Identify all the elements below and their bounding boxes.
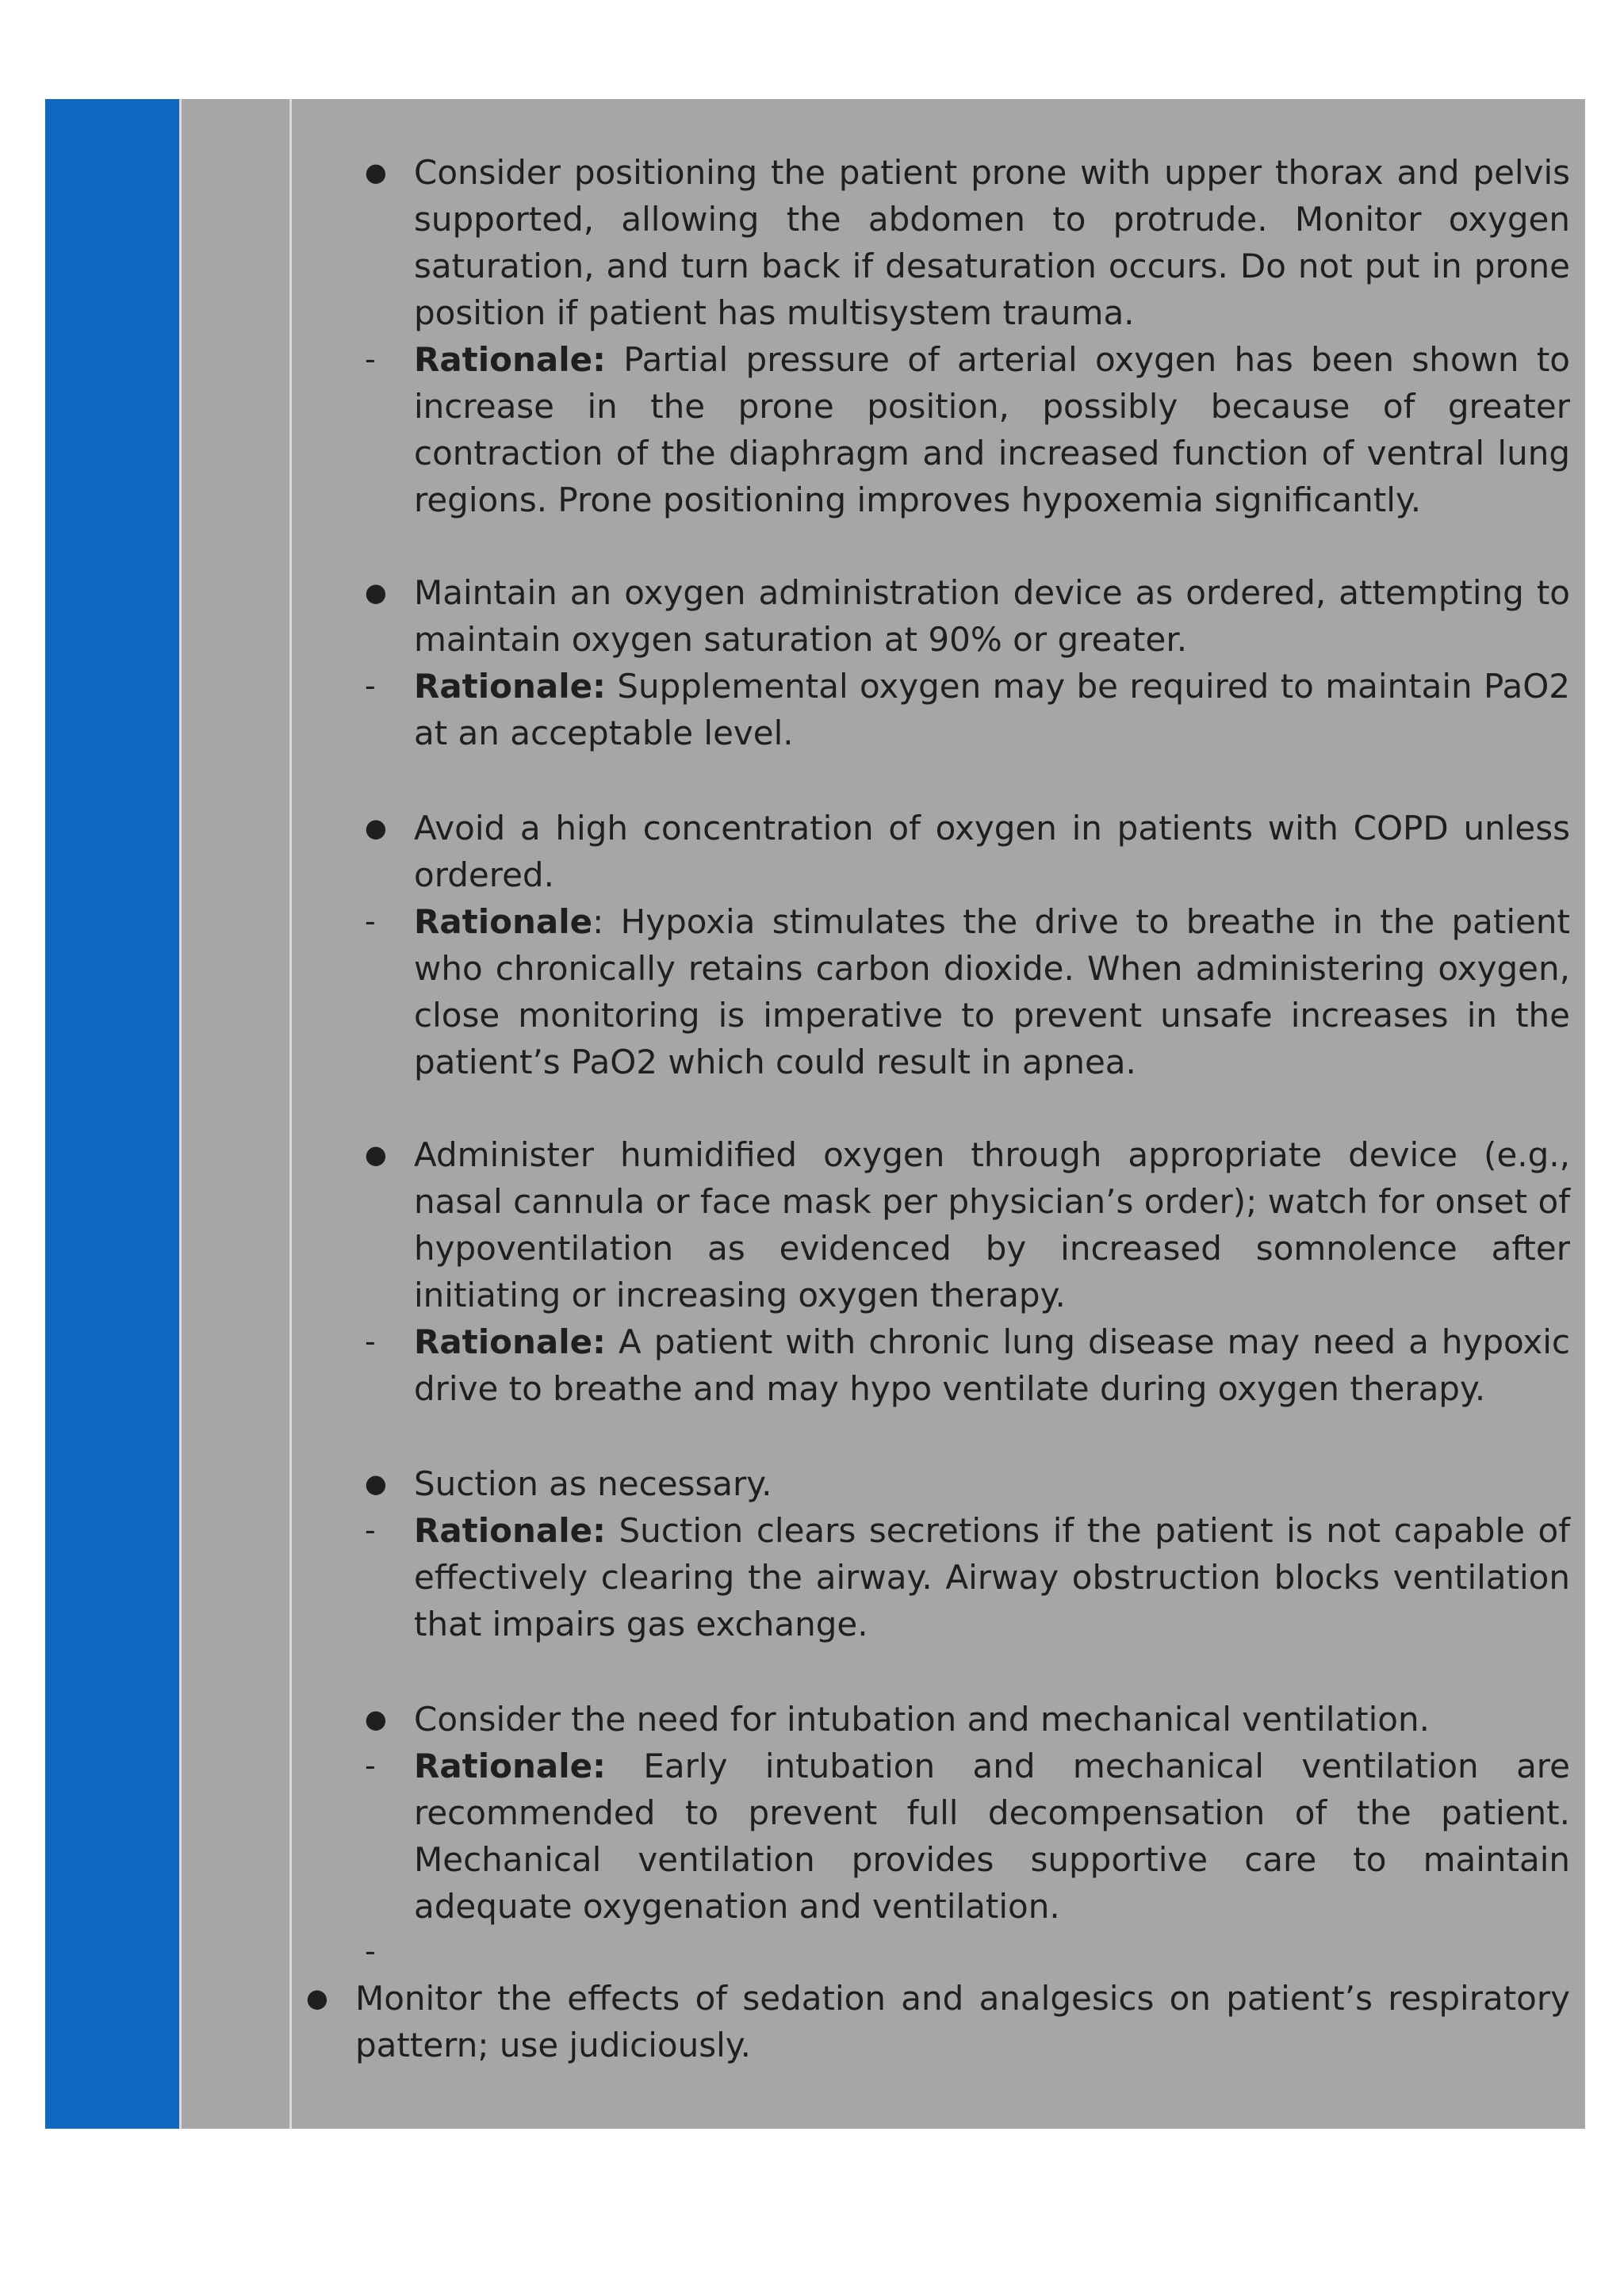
bullet-icon: ● — [365, 577, 387, 607]
list-item — [292, 1131, 1585, 1318]
dash-icon: - — [365, 1513, 376, 1548]
rationale-text: : Hypoxia stimulates the drive to breathe in the patient who chronically retains carbon dioxide. When administering oxygen, close monitoring is imperative to prevent unsafe increases in the patient’s PaO2 which could result in apnea. — [414, 902, 1570, 1081]
dash-icon: - — [365, 1324, 376, 1359]
rationale-label: Rationale — [414, 902, 593, 941]
content-table — [45, 99, 1585, 2129]
list-item-text: Avoid a high concentration of oxygen in patients with COPD unless ordered. — [414, 809, 1570, 894]
bullet-icon: ● — [365, 813, 387, 843]
rationale-text: Suction clears secretions if the patient is not capable of effectively clearing the airway. Airway obstruction blocks ventilation that impairs gas exchange. — [414, 1511, 1570, 1644]
dash-icon: - — [365, 668, 376, 703]
dash-icon: - — [365, 904, 376, 939]
rationale-item — [292, 336, 1585, 523]
bullet-icon: ● — [365, 157, 387, 187]
bullet-icon: ● — [365, 1704, 387, 1734]
dash-icon: - — [365, 1748, 376, 1783]
list-item — [292, 1975, 1585, 2068]
content-column — [292, 99, 1585, 2129]
rationale-item — [292, 1743, 1585, 1930]
list-item-text: Consider positioning the patient prone with upper thorax and pelvis supported, allowing the abdomen to protrude. Monitor oxygen saturation, and turn back if desaturation occurs. Do not put in prone position if patient has multisystem trauma. — [414, 153, 1570, 332]
rationale-label: Rationale: — [414, 1511, 606, 1550]
rationale-item — [292, 1507, 1585, 1647]
list-item-text: Maintain an oxygen administration device as ordered, attempting to maintain oxygen saturation at 90% or greater. — [414, 573, 1570, 659]
list-item — [292, 1460, 1585, 1507]
rationale-label: Rationale: — [414, 340, 606, 379]
rationale-text: Supplemental oxygen may be required to maintain PaO2 at an acceptable level. — [414, 667, 1570, 752]
dash-icon: - — [365, 1934, 376, 1969]
list-item-text: Administer humidified oxygen through appropriate device (e.g., nasal cannula or face mask per physician’s order); watch for onset of hypoventilation as evidenced by increased somnolence after initiating or increasing oxygen therapy. — [414, 1135, 1570, 1314]
bullet-icon: ● — [365, 1139, 387, 1169]
bullet-icon: ● — [365, 1468, 387, 1498]
rationale-text: A patient with chronic lung disease may need a hypoxic drive to breathe and may hypo ventilate during oxygen therapy. — [414, 1322, 1570, 1408]
rationale-label: Rationale: — [414, 667, 606, 706]
empty-column — [182, 99, 289, 2129]
list-item-text: Consider the need for intubation and mechanical ventilation. — [414, 1700, 1430, 1739]
list-item — [292, 805, 1585, 898]
bullet-icon: ● — [306, 1983, 328, 2013]
rationale-item — [292, 1318, 1585, 1412]
rationale-label: Rationale: — [414, 1747, 606, 1785]
rationale-text: Early intubation and mechanical ventilation are recommended to prevent full decompensation of the patient. Mechanical ventilation provides supportive care to maintain adequate oxygenation and ventilation. — [414, 1747, 1570, 1926]
rationale-item — [292, 898, 1585, 1085]
list-item-text: Suction as necessary. — [414, 1464, 772, 1503]
rationale-text: Partial pressure of arterial oxygen has been shown to increase in the prone position, possibly because of greater contraction of the diaphragm and increased function of ventral lung regions. Prone positioning improves hypoxemia significantly. — [414, 340, 1570, 519]
list-item — [292, 1696, 1585, 1743]
rationale-label: Rationale: — [414, 1322, 606, 1361]
list-item — [292, 149, 1585, 336]
list-item — [292, 569, 1585, 663]
rationale-item — [292, 663, 1585, 756]
list-item-text: Monitor the effects of sedation and analgesics on patient’s respiratory pattern; use judiciously. — [355, 1979, 1570, 2064]
dash-icon: - — [365, 342, 376, 377]
blue-sidebar-column — [45, 99, 179, 2129]
